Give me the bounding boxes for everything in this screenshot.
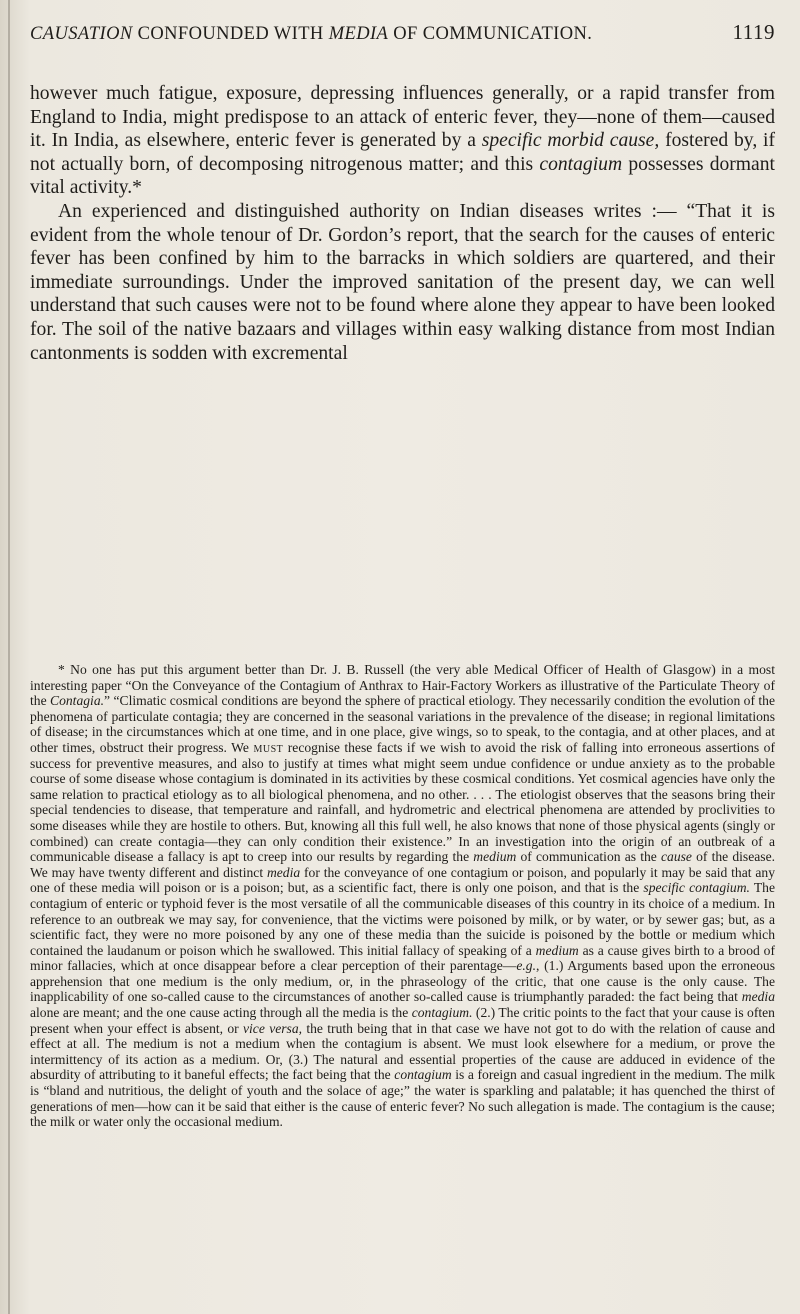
running-head	[30, 24, 733, 45]
footnote-text: * No one has put this argument better than Dr. J. B. Russell (the very able Medical Officer of Health of Glasgow) in a most interesting paper “On the Conveyance of the Contagium of Anthrax to Hair-Factory Workers as illustrative of the Particulate Theory of the Contagia.” “Climatic cosmical conditions are beyond the sphere of practical etiology. They necessarily condition the evolution of the phenomena of particulate contagia; they are concerned in the seasonal variations in the prevalence of the disease; in regional limitations of disease; in the circumstances which at one time, and in one place, give wings, so to speak, to the contagia, and at other places, and at other times, obstruct their progress. We must recognise these facts if we wish to avoid the risk of falling into erroneous assertions of success for preventive measures, and also to justify at times what might seem undue confidence or undue anxiety as to the probable course of some disease whose contagium is dominated in its activities by these cosmical conditions. Yet cosmical agencies have only the same relation to practical etiology as to all biological phenomena, and no other. . . . The etiologist observes that the seasons bring their special tendencies to disease, that temperature and rainfall, and hydrometric and electrical phenomena are attended by proclivities to some diseases while they are hostile to others. But, knowing all this full well, he also knows that none of those physical agents (singly or combined) can create contagia—they can only condition their existence.” In an investigation into the origin of an outbreak of a communicable disease a fallacy is apt to creep into our results by regarding the medium of communication as the cause of the disease. We may have twenty different and distinct media for the conveyance of one contagium or poison, and popularly it may be said that any one of these media will poison or is a poison; but, as a scientific fact, there is only one poison, and that is the specific contagium. The contagium of enteric or typhoid fever is the most versatile of all the communicable diseases of this country in its choice of a medium. In reference to an outbreak we may say, for convenience, that the victims were poisoned by milk, or by water, or by sewer gas; but, as a scientific fact, they were no more poisoned by any one of these media than the suicide is poisoned by the bottle or medium which contained the laudanum or poison which he swallowed. This initial fallacy of speaking of a medium as a cause gives birth to a brood of minor fallacies, which at once disappear before a clear perception of their parentage—e.g., (1.) Arguments based upon the erroneous apprehension that one medium is the only medium, or, in the phraseology of the critic, that one cause is the only cause. The inapplicability of one so-called cause to the circumstances of another so-called cause is triumphantly paraded: the fact being that media alone are meant; and the one cause acting through all the media is the contagium. (2.) The critic points to the fact that your cause is often present when your effect is absent, or vice versa, the truth being that in that case we have not got to do with the relation of cause and effect at all. The medium is not a medium when the contagium is absent. We must look elsewhere for a medium, or prove the intermittency of its action as a medium. Or, (3.) The natural and essential properties of the cause are adduced in evidence of the absurdity of attributing to it baneful effects; the fact being that the contagium is a foreign and casual ingredient in the medium. The milk is “bland and nutritious, the delight of youth and the solace of age;” the water is sparkling and palatable; it has quenched the thirst of generations of men—how can it be said that either is the cause of enteric fever? No such allegation is made. The contagium is the cause; the milk or water only the occasional medium.	[30, 662, 776, 1130]
main-text	[30, 82, 775, 365]
paragraph-1: however much fatigue, exposure, depressing influences generally, or a rapid transfer from England to India, might predispose to an attack of enteric fever, they—none of them—caused it. In India, as elsewhere, enteric fever is generated by a specific morbid cause, fostered by, if not actually born, of decomposing nitrogenous matter; and this contagium possesses dormant vital activity.*	[30, 83, 775, 199]
running-head-causation: CAUSATION	[30, 24, 133, 44]
running-head-middle: CONFOUNDED WITH	[132, 24, 329, 44]
running-head-end: OF COMMUNICATION.	[388, 24, 593, 44]
page-header	[30, 20, 775, 60]
binding-gutter	[8, 0, 10, 1314]
paragraph-2: An experienced and distinguished authority on Indian diseases writes :— “That it is evident from the whole tenour of Dr. Gordon’s report, that the search for the causes of enteric fever has been confined by him to the barracks in which soldiers are quartered, and their immediate surroundings. Under the improved sanitation of the present day, we can well understand that such causes were not to be found where alone they appear to have been looked for. The soil of the native bazaars and villages within easy walking distance from most Indian cantonments is sodden with excremental	[30, 200, 775, 364]
running-head-media: MEDIA	[328, 24, 389, 44]
page-number: 1119	[732, 20, 775, 44]
footnote	[30, 662, 775, 1130]
